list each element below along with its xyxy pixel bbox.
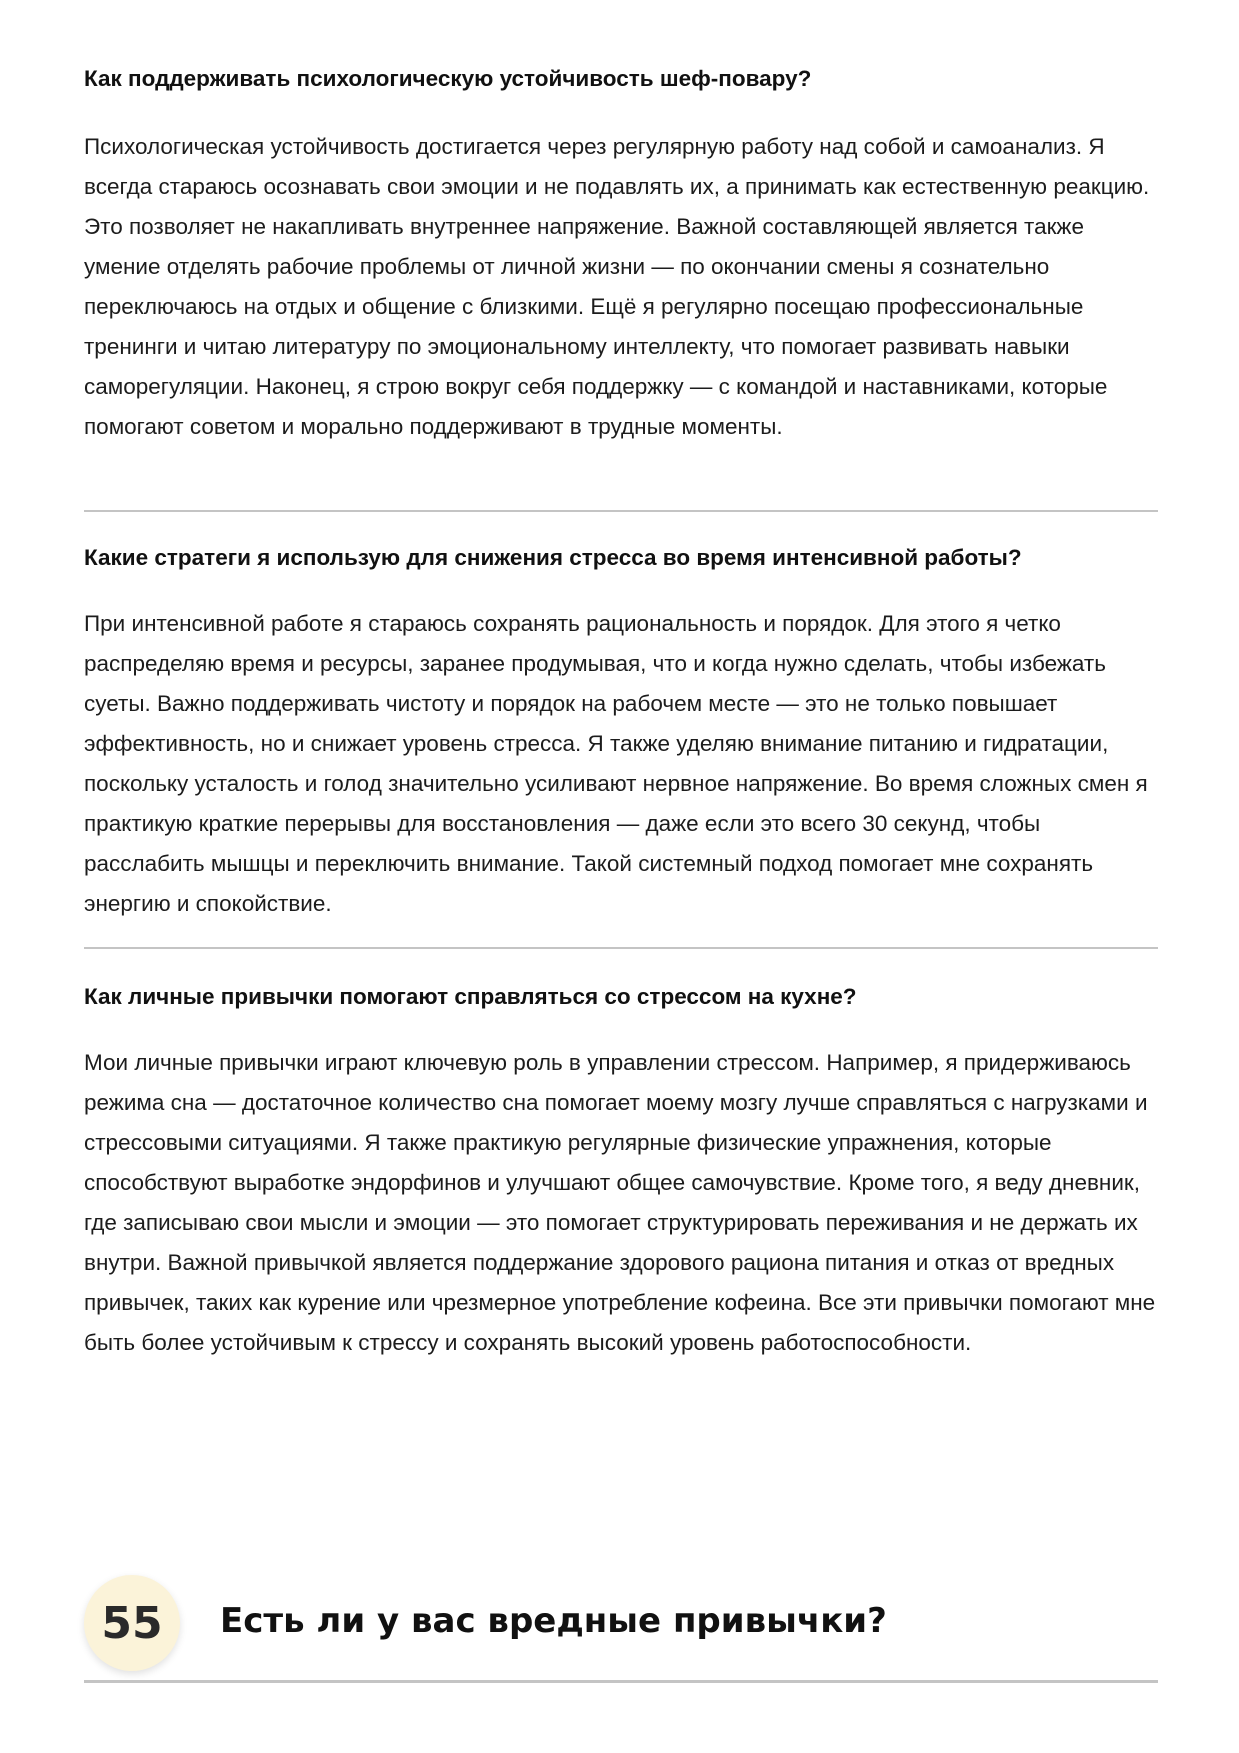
- section-title: Есть ли у вас вредные привычки?: [220, 1601, 887, 1641]
- question-heading: Как поддерживать психологическую устойчивость шеф-повару?: [84, 66, 812, 91]
- next-section-header: [84, 1575, 1158, 1675]
- section-number-badge: 55: [84, 1575, 180, 1671]
- section-divider: [84, 510, 1158, 512]
- answer-paragraph: Психологическая устойчивость достигается через регулярную работу над собой и самоанализ. Я всегда стараюсь осознавать свои эмоции и не подавлять их, а принимать как естественную реакцию. Это позволяет не накапливать внутреннее напряжение. Важной составляющей является также умение отделять рабочие проблемы от личной жизни — по окончании смены я сознательно переключаюсь на отдых и общение с близкими. Ещё я регулярно посещаю профессиональные тренинги и читаю литературу по эмоциональному интеллекту, что помогает развивать навыки саморегуляции. Наконец, я строю вокруг себя поддержку — с командой и наставниками, которые помогают советом и морально поддерживают в трудные моменты.: [84, 134, 1150, 439]
- answer-paragraph: При интенсивной работе я стараюсь сохранять рациональность и порядок. Для этого я четко распределяю время и ресурсы, заранее продумывая, что и когда нужно сделать, чтобы избежать суеты. Важно поддерживать чистоту и порядок на рабочем месте — это не только повышает эффективность, но и снижает уровень стресса. Я также уделяю внимание питанию и гидратации, поскольку усталость и голод значительно усиливают нервное напряжение. Во время сложных смен я практикую краткие перерывы для восстановления — даже если это всего 30 секунд, чтобы расслабить мышцы и переключить внимание. Такой системный подход помогает мне сохранять энергию и спокойствие.: [84, 611, 1148, 916]
- section-title-underline: [84, 1680, 1158, 1683]
- section-divider: [84, 947, 1158, 949]
- question-heading: Какие стратеги я использую для снижения стресса во время интенсивной работы?: [84, 545, 1022, 570]
- question-heading: Как личные привычки помогают справляться со стрессом на кухне?: [84, 984, 857, 1009]
- answer-paragraph: Мои личные привычки играют ключевую роль в управлении стрессом. Например, я придерживаюсь режима сна — достаточное количество сна помогает моему мозгу лучше справляться с нагрузками и стрессовыми ситуациями. Я также практикую регулярные физические упражнения, которые способствуют выработке эндорфинов и улучшают общее самочувствие. Кроме того, я веду дневник, где записываю свои мысли и эмоции — это помогает структурировать переживания и не держать их внутри. Важной привычкой является поддержание здорового рациона питания и отказ от вредных привычек, таких как курение или чрезмерное употребление кофеина. Все эти привычки помогают мне быть более устойчивым к стрессу и сохранять высокий уровень работоспособности.: [84, 1050, 1156, 1355]
